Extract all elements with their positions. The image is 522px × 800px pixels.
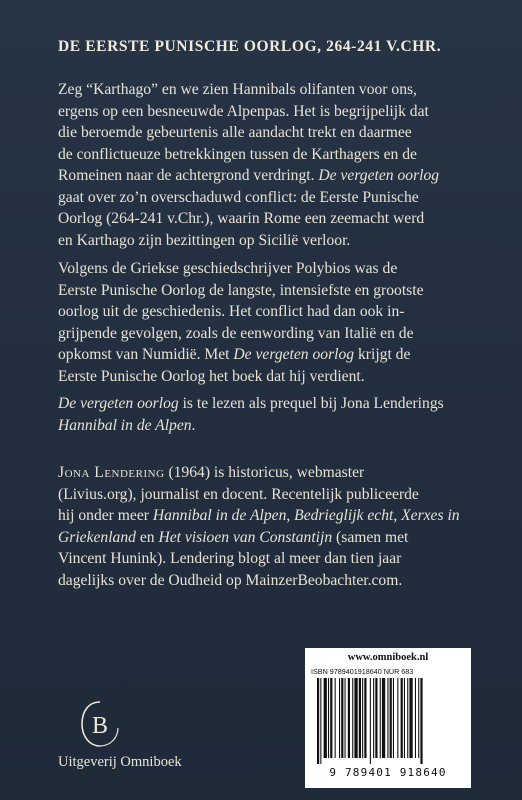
barcode-label: [305, 648, 471, 788]
barcode-bar: [375, 678, 377, 758]
book-title-italic: De vergeten oorlog: [233, 346, 355, 363]
book-title-italic: De vergeten oorlog: [58, 395, 179, 412]
text-run: krijgt de: [354, 346, 411, 363]
publisher-b-emblem-icon: [78, 700, 122, 750]
barcode-bar: [387, 678, 388, 758]
text-line: oorlog uit de geschiedenis. Het conflict had dan ook in-: [58, 303, 405, 320]
barcode-bar: [345, 678, 346, 758]
barcode-bar: [359, 678, 361, 758]
text-line: die beroemde gebeurtenis alle aandacht trekt en daarmee: [58, 124, 412, 141]
text-line: [58, 527, 478, 549]
barcode-digits: 9 789401 918640: [329, 766, 447, 779]
text-line: [58, 462, 478, 484]
book-title-italic: Bedrieglijk echt: [294, 507, 394, 524]
text-line: en Karthago zijn bezittingen op Sicilië verloor.: [58, 231, 351, 249]
barcode-icon: [315, 678, 461, 766]
blurb-paragraph-3: [58, 393, 478, 436]
barcode-bar: [352, 678, 353, 758]
author-bio: [58, 462, 478, 591]
isbn-line: ISBN 9789401918640 NUR 683: [311, 667, 414, 676]
barcode-bar: [420, 678, 422, 764]
barcode-bar: [390, 678, 392, 758]
text-line: Eerste Punische Oorlog de langste, intensiefste en grootste: [58, 281, 424, 299]
text-line: Vincent Hunink). Lendering blogt al meer dan tien jaar: [58, 550, 402, 567]
barcode-bar: [328, 678, 329, 758]
barcode-bar: [341, 678, 343, 758]
text-line: de conflictueuze betrekkingen tussen de Karthagers en de: [58, 145, 417, 163]
barcode-bar: [404, 678, 405, 758]
book-title-italic: Hannibal in de Alpen: [152, 507, 287, 524]
barcode-bar: [418, 678, 419, 758]
text-run: Romeinen naar de achtergrond verdringt.: [58, 167, 319, 184]
text-line: Oorlog (264-241 v.Chr.), waarin Rome een zeemacht werd: [58, 210, 425, 227]
barcode-bar: [370, 678, 371, 764]
barcode-bar: [415, 678, 416, 758]
barcode-bar: [317, 678, 319, 764]
barcode-bar: [382, 678, 385, 758]
barcode-bar: [335, 678, 336, 758]
barcode-bar: [393, 678, 394, 758]
barcode-bar: [362, 678, 363, 758]
blurb-paragraph-2: [58, 258, 478, 387]
text-line: Eerste Punische Oorlog het boek dat hij verdient.: [58, 367, 365, 385]
text-line: Volgens de Griekse geschiedschrijver Polybios was de: [58, 260, 398, 277]
text-line: ergens op een besneeuwde Alpenpas. Het is begrijpelijk dat: [58, 102, 429, 120]
text-line: gaat over zo’n overschaduwd conflict: de Eerste Punische: [58, 188, 419, 206]
back-cover-title: DE EERSTE PUNISCHE OORLOG, 264-241 V.CHR.: [58, 38, 442, 55]
text-run: (1964) is historicus, webmaster: [164, 464, 365, 481]
text-line: [58, 393, 478, 415]
blurb-paragraph-1: [58, 79, 478, 251]
barcode-bar: [373, 678, 374, 758]
barcode-bar: [409, 678, 412, 758]
text-run: opkomst van Numidië. Met: [58, 346, 234, 363]
text-line: [58, 344, 478, 366]
book-title-italic: Griekenland: [58, 528, 136, 546]
barcode-bar: [324, 678, 327, 758]
text-line: [58, 505, 478, 527]
author-name: Jona Lendering: [58, 464, 165, 481]
barcode-bar: [380, 678, 381, 758]
text-run: en: [135, 528, 159, 546]
text-line: [58, 415, 478, 437]
text-run: (samen met: [332, 528, 409, 546]
text-line: Zeg “Karthago” en we zien Hannibals olifanten voor ons,: [58, 81, 417, 98]
text-line: [58, 165, 478, 187]
text-line: dagelijks over de Oudheid op MainzerBeobachter.com.: [58, 571, 403, 589]
barcode-bar: [401, 678, 403, 758]
publisher-url: www.omniboek.nl: [347, 652, 429, 663]
barcode-bar: [397, 678, 398, 758]
book-title-italic: Hannibal in de Alpen: [58, 416, 192, 434]
barcode-bar: [407, 678, 408, 758]
book-title-italic: Xerxes in: [401, 507, 460, 524]
barcode-bar: [348, 678, 350, 758]
barcode-bar: [320, 678, 321, 764]
book-title-italic: Het visioen van Constantijn: [158, 528, 333, 546]
book-title-italic: De vergeten oorlog: [318, 167, 440, 184]
barcode-bar: [364, 678, 366, 758]
text-line: grijpende gevolgen, zoals de eenwording van Italië en de: [58, 324, 414, 342]
text-run: .: [191, 416, 196, 434]
barcode-bar: [354, 678, 357, 758]
publisher-logo: [58, 700, 198, 775]
text-run: ,: [393, 507, 402, 524]
barcode-bar: [330, 678, 332, 758]
text-run: is te lezen als prequel bij Jona Lenderings: [178, 395, 444, 412]
text-line: (Livius.org), journalist en docent. Recentelijk publiceerde: [58, 485, 419, 503]
text-run: ,: [286, 507, 295, 524]
logo-letter: B: [91, 713, 109, 739]
text-run: hij onder meer: [58, 507, 153, 524]
publisher-name: Uitgeverij Omniboek: [58, 754, 182, 770]
barcode-bar: [339, 678, 340, 758]
